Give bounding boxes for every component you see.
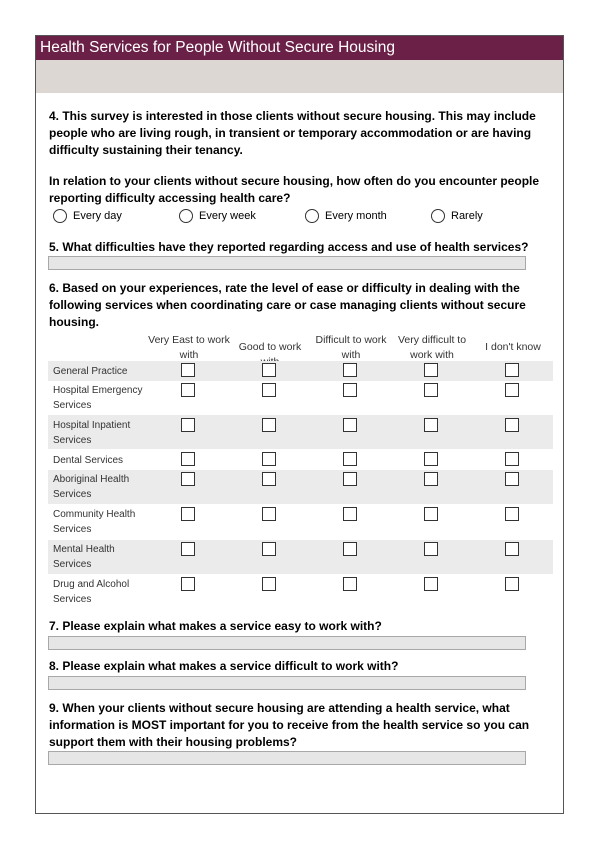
option-label: Every month: [325, 210, 387, 222]
column-header-difficult: Difficult to work with: [315, 334, 387, 361]
checkbox[interactable]: [262, 472, 276, 486]
checkbox[interactable]: [424, 472, 438, 486]
radio-every-day[interactable]: [53, 209, 67, 223]
option-rarely[interactable]: [431, 209, 483, 223]
option-every-day[interactable]: [53, 209, 122, 223]
row-label: Dental Services: [53, 455, 124, 466]
row-label: Hospital Emergency Services: [53, 385, 143, 411]
checkbox[interactable]: [505, 507, 519, 521]
checkbox[interactable]: [262, 577, 276, 591]
question-7: 7. Please explain what makes a service easy to work with?: [49, 619, 382, 633]
option-label: Rarely: [451, 210, 483, 222]
table-row: [48, 470, 553, 504]
row-label: Hospital Inpatient Services: [53, 420, 131, 446]
table-row: [48, 361, 553, 381]
row-label: Drug and Alcohol Services: [53, 579, 130, 605]
checkbox[interactable]: [424, 577, 438, 591]
row-label: Mental Health Services: [53, 544, 115, 570]
answer-8-input[interactable]: [48, 676, 526, 690]
option-label: Every week: [199, 210, 256, 222]
checkbox[interactable]: [181, 452, 195, 466]
question-4-sub: In relation to your clients without secure housing, how often do you encounter people reporting difficulty accessing health care?: [49, 174, 540, 205]
question-5: 5. What difficulties have they reported regarding access and use of health services?: [49, 240, 529, 254]
checkbox[interactable]: [505, 418, 519, 432]
radio-rarely[interactable]: [431, 209, 445, 223]
checkbox[interactable]: [505, 542, 519, 556]
option-label: Every day: [73, 210, 122, 222]
checkbox[interactable]: [262, 542, 276, 556]
checkbox[interactable]: [424, 452, 438, 466]
frequency-options: [51, 209, 531, 229]
checkbox[interactable]: [262, 452, 276, 466]
question-9: 9. When your clients without secure housing are attending a health service, what information is MOST important for you to receive from the health service so you can support them with their housing problems?: [49, 701, 530, 749]
table-row: [48, 575, 553, 609]
checkbox[interactable]: [343, 472, 357, 486]
column-header-dont-know: I don't know: [485, 341, 541, 353]
option-every-month[interactable]: [305, 209, 387, 223]
page-title: Health Services for People Without Secure Housing: [36, 36, 563, 60]
checkbox[interactable]: [424, 542, 438, 556]
table-row: [48, 415, 553, 449]
checkbox[interactable]: [262, 418, 276, 432]
checkbox[interactable]: [262, 363, 276, 377]
checkbox[interactable]: [181, 418, 195, 432]
table-row: [48, 450, 553, 470]
header-band: [36, 60, 563, 93]
checkbox[interactable]: [343, 577, 357, 591]
column-header-very-difficult: Very difficult to work with: [397, 334, 467, 361]
checkbox[interactable]: [343, 418, 357, 432]
checkbox[interactable]: [505, 383, 519, 397]
checkbox[interactable]: [505, 577, 519, 591]
checkbox[interactable]: [181, 363, 195, 377]
checkbox[interactable]: [424, 383, 438, 397]
checkbox[interactable]: [343, 452, 357, 466]
survey-page: [35, 35, 564, 814]
checkbox[interactable]: [424, 507, 438, 521]
checkbox[interactable]: [505, 472, 519, 486]
checkbox[interactable]: [424, 363, 438, 377]
column-header-good: Good to work: [238, 341, 302, 353]
answer-5-input[interactable]: [48, 256, 526, 270]
answer-7-input[interactable]: [48, 636, 526, 650]
checkbox[interactable]: [181, 542, 195, 556]
row-label: Community Health Services: [53, 509, 136, 535]
checkbox[interactable]: [343, 363, 357, 377]
radio-every-month[interactable]: [305, 209, 319, 223]
question-4: 4. This survey is interested in those clients without secure housing. This may include people who are living rough, in transient or temporary accommodation or are having difficulty sustaining their tenancy.: [49, 109, 536, 157]
table-row: [48, 505, 553, 539]
checkbox[interactable]: [262, 383, 276, 397]
checkbox[interactable]: [181, 577, 195, 591]
radio-every-week[interactable]: [179, 209, 193, 223]
checkbox[interactable]: [181, 383, 195, 397]
answer-9-input[interactable]: [48, 751, 526, 765]
row-label: General Practice: [53, 366, 128, 377]
checkbox[interactable]: [424, 418, 438, 432]
question-8: 8. Please explain what makes a service difficult to work with?: [49, 659, 399, 673]
row-label: Aboriginal Health Services: [53, 474, 130, 500]
checkbox[interactable]: [181, 472, 195, 486]
checkbox[interactable]: [262, 507, 276, 521]
checkbox[interactable]: [343, 507, 357, 521]
checkbox[interactable]: [505, 452, 519, 466]
checkbox[interactable]: [343, 542, 357, 556]
table-row: [48, 381, 553, 415]
column-header-very-easy: Very East to work with: [148, 334, 230, 361]
option-every-week[interactable]: [179, 209, 256, 223]
table-row: [48, 540, 553, 574]
checkbox[interactable]: [181, 507, 195, 521]
question-6: 6. Based on your experiences, rate the level of ease or difficulty in dealing with the following services when coordinating care or case managing clients without secure housing.: [49, 281, 526, 329]
checkbox[interactable]: [505, 363, 519, 377]
checkbox[interactable]: [343, 383, 357, 397]
